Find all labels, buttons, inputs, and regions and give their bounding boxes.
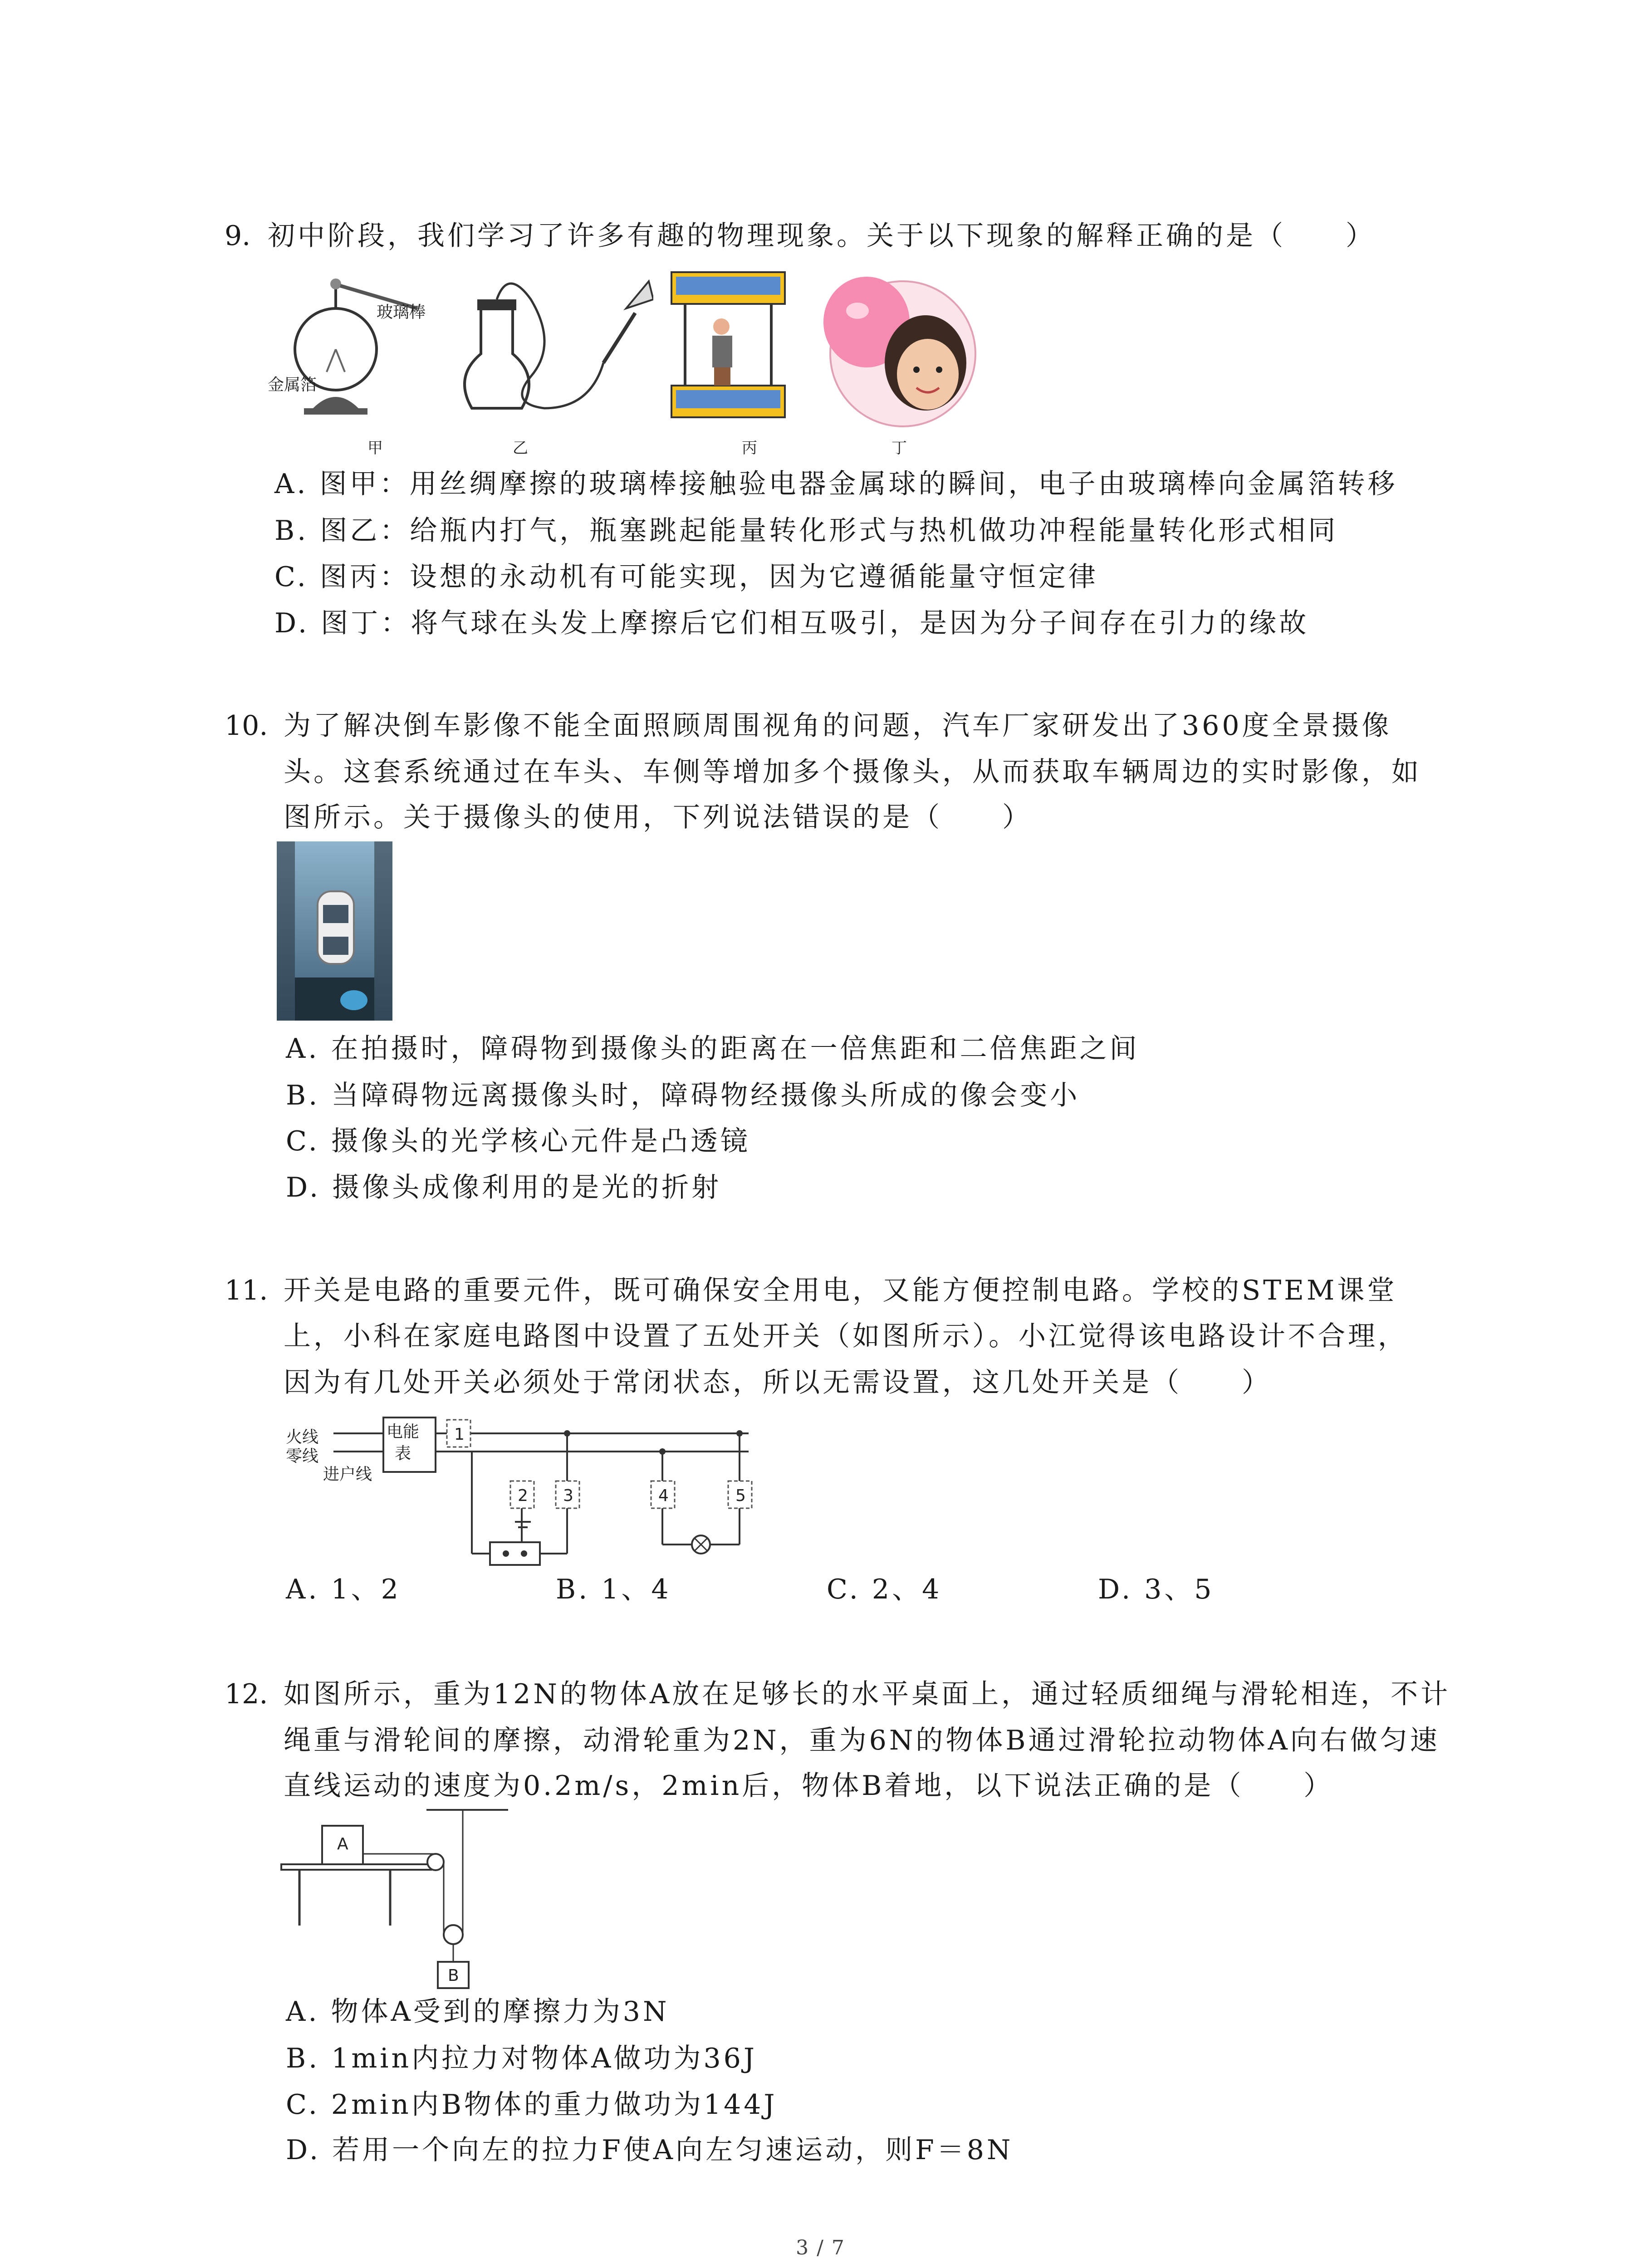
q9-option-b: B. 图乙：给瓶内打气，瓶塞跳起能量转化形式与热机做功冲程能量转化形式相同 [274, 515, 1338, 547]
q11-switch-3: 3 [563, 1486, 573, 1505]
q9-option-d: D. 图丁：将气球在头发上摩擦后它们相互吸引，是因为分子间存在引力的缘故 [274, 607, 1309, 639]
q12-option-b: B. 1min内拉力对物体A做功为36J [286, 2043, 757, 2074]
q12-stem-line-2: 绳重与滑轮间的摩擦，动滑轮重为2N，重为6N的物体B通过滑轮拉动物体A向右做匀速 [284, 1725, 1440, 1756]
q9-label-glass-rod: 玻璃棒 [377, 303, 426, 322]
q9-figure-ding-balloon-hair [812, 268, 985, 431]
q11-stem-line-2: 上，小科在家庭电路图中设置了五处开关（如图所示）。小江觉得该电路设计不合理， [284, 1320, 1408, 1352]
page-number: 3 / 7 [796, 2236, 845, 2259]
q10-option-d: D. 摄像头成像利用的是光的折射 [286, 1172, 722, 1203]
q10-option-c: C. 摄像头的光学核心元件是凸透镜 [286, 1125, 750, 1157]
q10-option-a: A. 在拍摄时，障碍物到摄像头的距离在一倍焦距和二倍焦距之间 [286, 1033, 1140, 1065]
q12-block-b-label: B [448, 1966, 459, 1985]
q11-switch-5: 5 [735, 1486, 746, 1505]
q10-stem-line-3: 图所示。关于摄像头的使用，下列说法错误的是（ ） [284, 802, 1032, 833]
q11-stem-line-3: 因为有几处开关必须处于常闭状态，所以无需设置，这几处开关是（ ） [284, 1367, 1272, 1398]
q11-switch-4: 4 [658, 1486, 669, 1505]
q9-caption-jia: 甲 [367, 439, 383, 457]
q11-switch-2: 2 [518, 1486, 528, 1505]
q11-number: 11. [225, 1275, 268, 1306]
q9-caption-ding: 丁 [892, 439, 907, 457]
q11-switch-1: 1 [454, 1425, 465, 1444]
q9-stem: 初中阶段，我们学习了许多有趣的物理现象。关于以下现象的解释正确的是（ ） [268, 220, 1376, 252]
q10-number: 10. [225, 710, 268, 742]
q9-option-c: C. 图丙：设想的永动机有可能实现，因为它遵循能量守恒定律 [274, 561, 1098, 593]
q12-block-a-label: A [337, 1835, 348, 1853]
q9-option-a: A. 图甲：用丝绸摩擦的玻璃棒接触验电器金属球的瞬间，电子由玻璃棒向金属箔转移 [274, 468, 1398, 500]
q10-option-b: B. 当障碍物远离摄像头时，障碍物经摄像头所成的像会变小 [286, 1080, 1080, 1111]
q12-number: 12. [225, 1678, 268, 1710]
q12-option-c: C. 2min内B物体的重力做功为144J [286, 2089, 778, 2121]
q9-figure-jia-electroscope [268, 272, 458, 435]
q11-label-neutral-wire: 零线 [286, 1447, 319, 1466]
q11-stem-line-1: 开关是电路的重要元件，既可确保安全用电，又能方便控制电路。学校的STEM课堂 [284, 1275, 1397, 1306]
q9-label-metal-foil: 金属箔 [268, 376, 317, 394]
q10-stem-line-2: 头。这套系统通过在车头、车侧等增加多个摄像头，从而获取车辆周边的实时影像，如 [284, 756, 1421, 788]
q12-stem-line-1: 如图所示，重为12N的物体A放在足够长的水平桌面上，通过轻质细绳与滑轮相连，不计 [284, 1678, 1451, 1710]
q9-caption-bing: 丙 [742, 439, 757, 457]
q11-label-meter: 电能 [387, 1422, 420, 1441]
q9-caption-yi: 乙 [513, 439, 528, 457]
q11-label-service-line: 进户线 [323, 1465, 372, 1484]
q11-label-live-wire: 火线 [286, 1428, 319, 1447]
q11-option-b: B. 1、4 [556, 1574, 671, 1605]
q12-option-a: A. 物体A受到的摩擦力为3N [286, 1996, 670, 2028]
q12-figure-pulley-system [277, 1808, 522, 1989]
q11-option-a: A. 1、2 [286, 1574, 401, 1605]
q11-option-d: D. 3、5 [1098, 1574, 1215, 1605]
q12-stem-line-3: 直线运动的速度为0.2m/s，2min后，物体B着地，以下说法正确的是（ ） [284, 1770, 1334, 1802]
q11-option-c: C. 2、4 [827, 1574, 942, 1605]
q10-figure-360-camera [277, 841, 392, 1021]
q10-stem-line-1: 为了解决倒车影像不能全面照顾周围视角的问题，汽车厂家研发出了360度全景摄像 [284, 710, 1392, 742]
q9-figure-bing-perpetual-machine [667, 268, 789, 422]
q9-figure-yi-flask [454, 272, 653, 426]
q12-option-d: D. 若用一个向左的拉力F使A向左匀速运动，则F＝8N [286, 2134, 1014, 2166]
q9-number: 9. [225, 220, 251, 252]
q11-label-meter-2: 表 [395, 1444, 411, 1463]
